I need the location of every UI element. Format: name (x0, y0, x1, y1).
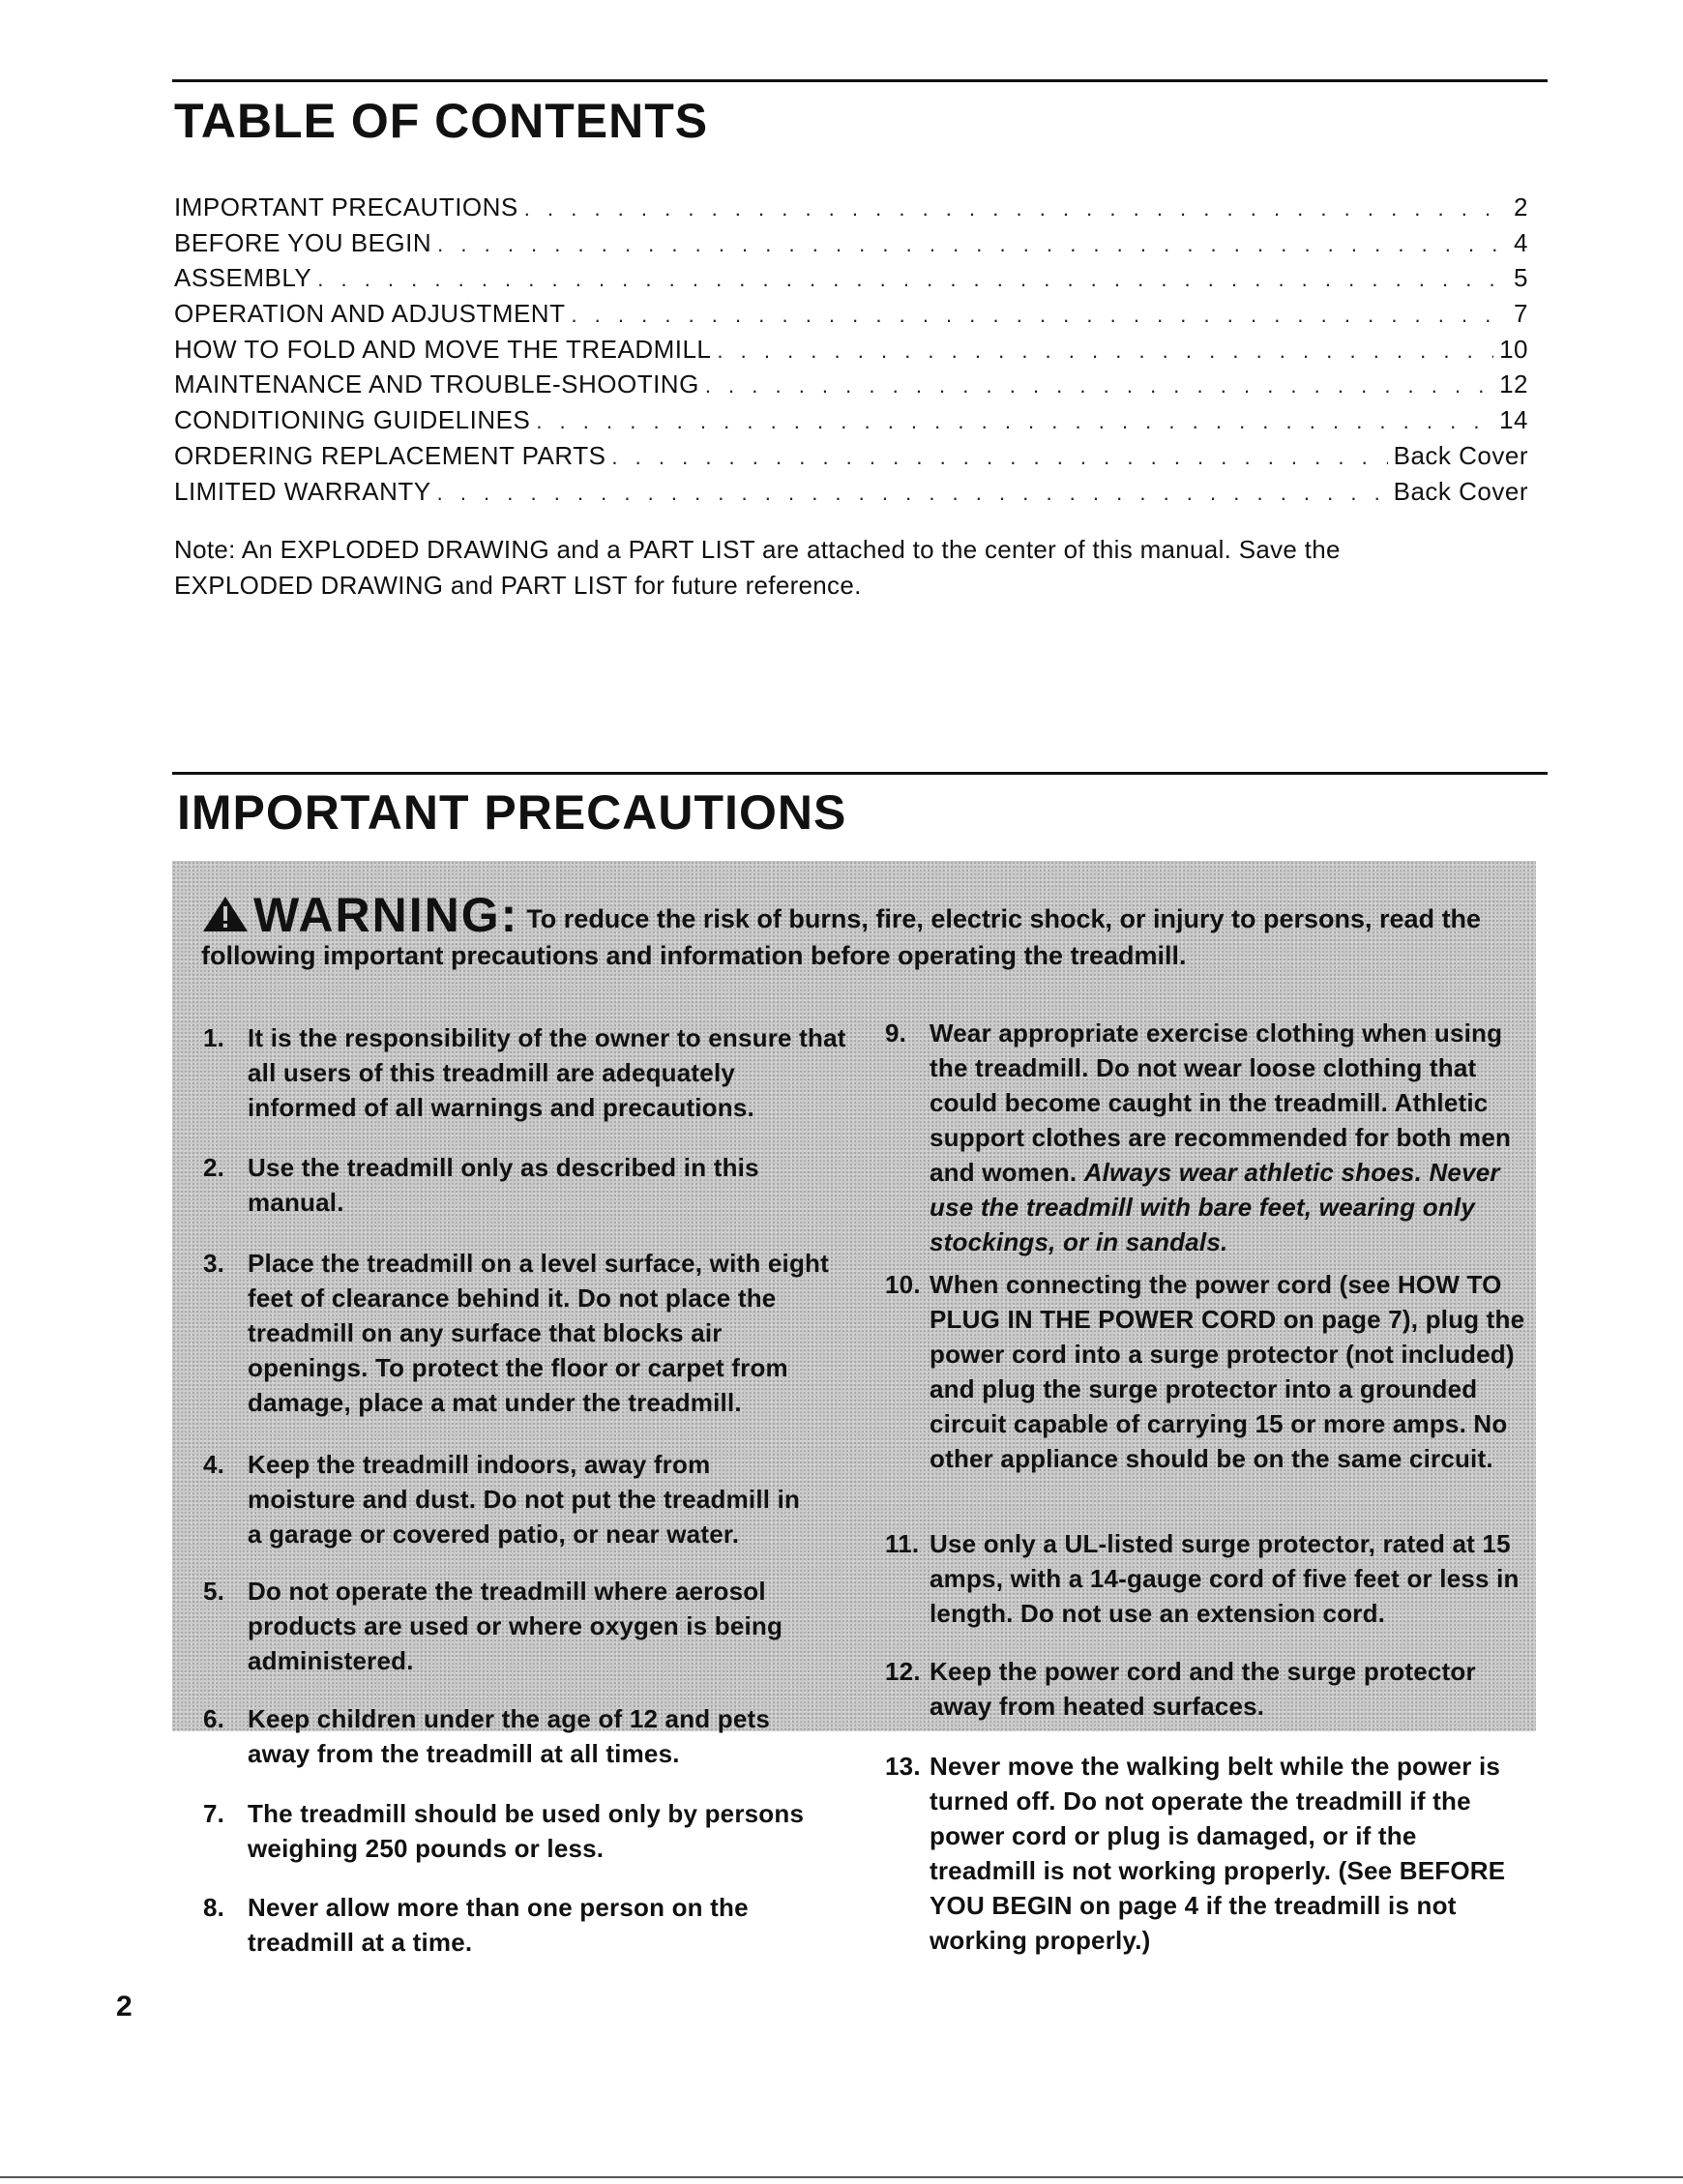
precaution-text: Never move the walking belt while the power is turned off. Do not operate the treadmill if the power cord or plug is damaged, or if the treadmill is not working properly. (See BEFORE YOU BEGIN on page 4 if the treadmill is not working properly.) (930, 1752, 1506, 1955)
precaution-number: 5. (203, 1577, 225, 1606)
warning-word: WARNING: (253, 888, 519, 942)
toc-list (174, 192, 1528, 512)
toc-leader (705, 373, 1493, 398)
toc-note-line: EXPLODED DRAWING and PART LIST for future reference. (174, 571, 862, 600)
precaution-number: 11. (885, 1529, 920, 1558)
toc-leader (524, 196, 1508, 221)
precaution-text: Never allow more than one person on the treadmill at a time. (248, 1893, 749, 1957)
precaution-text: The treadmill should be used only by persons weighing 250 pounds or less. (248, 1799, 805, 1863)
precaution-emphasis: Always wear athletic shoes. Never use the treadmill with bare feet, wearing only stockings, or in sandals. (930, 1158, 1500, 1256)
toc-entry[interactable] (174, 228, 1528, 264)
precaution-text: It is the responsibility of the owner to ensure that all users of this treadmill are adequately informed of all warnings and precautions. (248, 1023, 846, 1122)
precaution-number: 1. (203, 1023, 225, 1052)
toc-entry-title: CONDITIONING GUIDELINES (174, 405, 531, 435)
toc-leader (317, 267, 1508, 292)
toc-entry-page: Back Cover (1393, 440, 1528, 470)
toc-entry-page: 12 (1499, 369, 1528, 399)
toc-entry-title: BEFORE YOU BEGIN (174, 227, 432, 257)
toc-leader (536, 409, 1493, 434)
toc-entry-page: 7 (1514, 299, 1528, 329)
toc-top-rule (172, 79, 1548, 82)
precaution-number: 8. (203, 1893, 225, 1922)
precaution-number: 10. (885, 1270, 921, 1299)
toc-note (174, 532, 1432, 604)
toc-entry-title: MAINTENANCE AND TROUBLE-SHOOTING (174, 369, 699, 399)
toc-entry[interactable] (174, 441, 1528, 477)
precaution-number: 4. (203, 1450, 225, 1479)
precaution-text: Keep the power cord and the surge protector away from heated surfaces. (930, 1657, 1476, 1721)
precaution-text: Place the treadmill on a level surface, with eight feet of clearance behind it. Do not place the treadmill on any surface that blocks air openings. To protect the floor or carpet from damage, place a mat under the treadmill. (248, 1249, 829, 1417)
precaution-text: When connecting the power cord (see HOW TO PLUG IN THE POWER CORD on page 7), plug the power cord into a surge protector (not included) and plug the surge protector into a grounded circuit capable of carrying 15 or more amps. No other appliance should be on the same circuit. (930, 1270, 1525, 1473)
precaution-number: 3. (203, 1249, 225, 1278)
toc-entry-page: Back Cover (1393, 476, 1528, 506)
warning-triangle-icon (201, 895, 250, 933)
warning-text: To reduce the risk of burns, fire, electric shock, or injury to persons, read the following important precautions and information before operating the treadmill. (201, 904, 1482, 970)
precaution-text: Keep children under the age of 12 and pets away from the treadmill at all times. (248, 1704, 771, 1768)
precaution-text: Keep the treadmill indoors, away from moisture and dust. Do not put the treadmill in a garage or covered patio, or near water. (248, 1450, 801, 1549)
toc-entry-title: ORDERING REPLACEMENT PARTS (174, 440, 606, 470)
toc-entry[interactable] (174, 477, 1528, 513)
precaution-number: 13. (885, 1752, 921, 1781)
precaution-text: Wear appropriate exercise clothing when using the treadmill. Do not wear loose clothing that could become caught in the treadmill. Athletic support clothes are recommended for both men and women. (930, 1018, 1512, 1187)
toc-entry[interactable] (174, 192, 1528, 228)
toc-entry-title: IMPORTANT PRECAUTIONS (174, 192, 518, 221)
toc-leader (611, 445, 1387, 470)
toc-note-line: Note: An EXPLODED DRAWING and a PART LIST are attached to the center of this manual. Save the (174, 535, 1341, 564)
precautions-top-rule (172, 772, 1548, 775)
toc-entry[interactable] (174, 405, 1528, 441)
precautions-heading: IMPORTANT PRECAUTIONS (177, 785, 847, 840)
precaution-number: 7. (203, 1799, 225, 1828)
toc-leader (717, 339, 1493, 364)
precaution-text: Use the treadmill only as described in this manual. (248, 1153, 759, 1217)
toc-entry[interactable] (174, 299, 1528, 335)
toc-entry-page: 4 (1514, 227, 1528, 257)
precaution-number: 2. (203, 1153, 225, 1182)
warning-header (201, 888, 1536, 974)
toc-entry-title: OPERATION AND ADJUSTMENT (174, 299, 566, 329)
precaution-text: Do not operate the treadmill where aerosol products are used or where oxygen is being administered. (248, 1577, 783, 1675)
toc-entry-title: ASSEMBLY (174, 263, 312, 293)
toc-entry-title: LIMITED WARRANTY (174, 476, 431, 506)
toc-entry-page: 14 (1499, 405, 1528, 435)
toc-heading: TABLE OF CONTENTS (174, 94, 709, 148)
toc-entry[interactable] (174, 369, 1528, 405)
toc-entry-title: HOW TO FOLD AND MOVE THE TREADMILL (174, 334, 712, 364)
bottom-rule (0, 2176, 1683, 2178)
toc-leader (437, 232, 1508, 257)
page-number: 2 (116, 1991, 133, 2022)
precaution-text: Use only a UL-listed surge protector, rated at 15 amps, with a 14-gauge cord of five feet or less in length. Do not use an extension cord. (930, 1529, 1520, 1628)
toc-entry[interactable] (174, 335, 1528, 370)
precaution-number: 6. (203, 1704, 225, 1733)
toc-entry-page: 2 (1514, 192, 1528, 221)
toc-leader (571, 303, 1508, 328)
precaution-number: 9. (885, 1018, 907, 1048)
toc-entry-page: 10 (1499, 334, 1528, 364)
toc-entry[interactable] (174, 263, 1528, 299)
toc-entry-page: 5 (1514, 263, 1528, 293)
toc-leader (437, 481, 1388, 506)
precaution-number: 12. (885, 1657, 921, 1686)
